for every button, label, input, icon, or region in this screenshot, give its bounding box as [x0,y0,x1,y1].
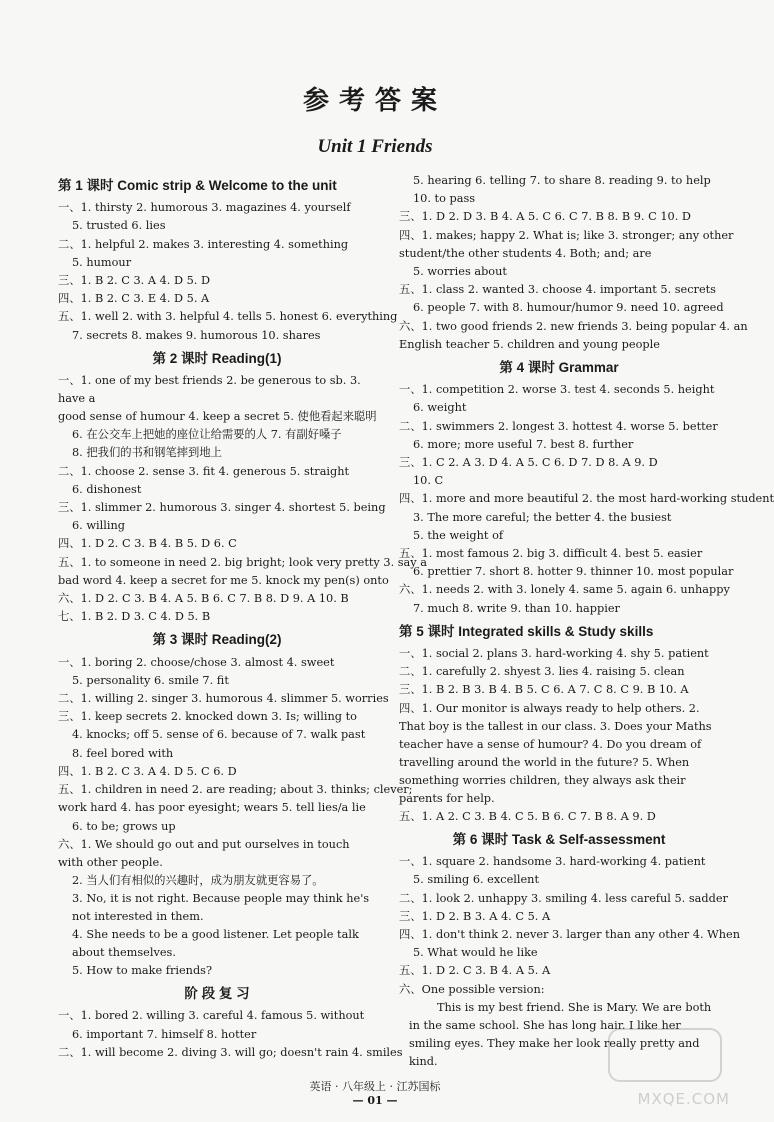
answer-line: 五、1. class 2. wanted 3. choose 4. important 5. secrets [399,283,716,297]
answer-line: 二、1. swimmers 2. longest 3. hottest 4. worse 5. better [399,419,718,433]
answer-line: 4. She needs to be a good listener. Let people talk about themselves. [72,927,359,959]
answer-line: 五、1. children in need 2. are reading; about 3. thinks; clever; [58,783,413,797]
answer-line: 5. How to make friends? [72,963,213,977]
answer-line: 6. 在公交车上把她的座位让给需要的人 7. 有副好嗓子 [72,428,342,442]
section-heading: 第 5 课时 Integrated skills & Study skills [399,623,654,639]
answer-line: 6. important 7. himself 8. hotter [72,1027,257,1041]
section-heading: 第 1 课时 Comic strip & Welcome to the unit [58,178,337,193]
answer-line: 三、1. B 2. B 3. B 4. B 5. C 6. A 7. C 8. C 9. B 10. A [399,683,689,697]
footer-subject: 英语 · 八年级上 · 江苏国标 [309,1080,441,1093]
answer-line: 5. smiling 6. excellent [413,873,539,887]
answer-line: 7. much 8. write 9. than 10. happier [413,601,620,615]
answer-line: 五、1. to someone in need 2. big bright; look very pretty 3. say a [58,555,427,569]
answer-line: 6. people 7. with 8. humour/humor 9. need 10. agreed [413,301,724,315]
answer-line: 6. weight [413,401,467,415]
answer-line: 8. 把我们的书和钢笔摔到地上 [72,446,222,460]
answer-line: 五、1. D 2. C 3. B 4. A 5. A [399,964,551,978]
watermark-icon [608,1028,722,1082]
answer-line: 四、1. B 2. C 3. E 4. D 5. A [58,292,210,306]
answer-line: 6. dishonest [72,482,142,496]
answer-line: 二、1. carefully 2. shyest 3. lies 4. raising 5. clean [399,665,685,679]
answer-line: 三、1. D 2. B 3. A 4. C 5. A [399,909,551,923]
section-heading: 第 3 课时 Reading(2) [152,632,282,648]
answer-line: 3. The more careful; the better 4. the busiest [413,510,672,524]
answer-line: 三、1. B 2. C 3. A 4. D 5. D [58,274,211,288]
answer-line: 六、One possible version: [399,982,545,996]
answer-line: 三、1. slimmer 2. humorous 3. singer 4. shortest 5. being [58,501,386,515]
section-heading: 第 4 课时 Grammar [499,360,619,376]
answer-line: 四、1. makes; happy 2. What is; like 3. stronger; any other [399,228,734,242]
answer-line: 五、1. A 2. C 3. B 4. C 5. B 6. C 7. B 8. A 9. D [399,809,656,823]
answer-line: 6. willing [72,519,125,533]
answer-line: 一、1. one of my best friends 2. be generous to sb. 3. have a [58,374,361,406]
answer-line: 4. knocks; off 5. sense of 6. because of 7. walk past [72,728,366,742]
answer-line: 四、1. don't think 2. never 3. larger than any other 4. When [399,927,740,941]
answer-line: 二、1. choose 2. sense 3. fit 4. generous 5. straight [58,464,350,478]
watermark-text: MXQE.COM [637,1090,730,1108]
answer-line: 一、1. competition 2. worse 3. test 4. seconds 5. height [399,383,715,397]
answer-line: 二、1. will become 2. diving 3. will go; doesn't rain 4. smiles [58,1045,403,1059]
answer-line: work hard 4. has poor eyesight; wears 5. tell lies/a lie [58,801,366,815]
answer-line: 5. What would he like [413,946,538,960]
section-heading: 第 2 课时 Reading(1) [152,350,282,366]
answer-line: 六、1. We should go out and put ourselves in touch with other people. [58,837,350,869]
answer-line: 四、1. D 2. C 3. B 4. B 5. D 6. C [58,537,237,551]
answer-line: 一、1. social 2. plans 3. hard-working 4. shy 5. patient [399,647,709,661]
unit-title: Unit 1 Friends [317,136,433,157]
answer-line: 3. No, it is not right. Because people may think he's not interested in them. [72,891,370,923]
section-heading: 阶 段 复 习 [184,986,250,1002]
answer-line: 一、1. thirsty 2. humorous 3. magazines 4. yourself [58,201,351,215]
answer-line: 5. the weight of [413,528,504,542]
answer-line: 二、1. willing 2. singer 3. humorous 4. slimmer 5. worries [58,692,389,706]
answer-line: 一、1. bored 2. willing 3. careful 4. famous 5. without [58,1009,365,1023]
left-column [58,172,427,1062]
answer-line: 5. worries about [413,265,507,279]
answer-line: 四、1. Our monitor is always ready to help others. 2. That boy is the tallest in our class. 3. Does your Maths teacher have a sense of humour? 4. Do you dream of travelling around the world in the future? 5. When something worries children, they always ask their parents for help. [399,701,712,805]
answer-line: 6. to be; grows up [72,819,176,833]
answer-line: 一、1. square 2. handsome 3. hard-working 4. patient [399,855,706,869]
answer-line: good sense of humour 4. keep a secret 5. 使他看起来聪明 [58,410,377,424]
answer-line: 二、1. look 2. unhappy 3. smiling 4. less careful 5. sadder [399,891,728,905]
answer-line: 六、1. needs 2. with 3. lonely 4. same 5. again 6. unhappy [399,583,730,597]
answer-line: English teacher 5. children and young people [399,337,660,351]
answer-line: 5. personality 6. smile 7. fit [72,673,229,687]
page-title: 参考答案 [302,86,447,116]
answer-line: 10. to pass [413,192,476,206]
answer-line: 10. C [413,474,444,488]
answer-line: student/the other students 4. Both; and; are [399,246,652,260]
answer-line: bad word 4. keep a secret for me 5. knock my pen(s) onto [58,573,389,587]
answer-line: 5. trusted 6. lies [72,219,166,233]
answer-line: 六、1. two good friends 2. new friends 3. being popular 4. an [399,319,748,333]
answer-line: 六、1. D 2. C 3. B 4. A 5. B 6. C 7. B 8. D 9. A 10. B [58,592,349,606]
answer-line: This is my best friend. She is Mary. We are both in the same school. She has long hair. I like her smiling eyes. They make her look really pretty and kind. [409,1000,712,1069]
answer-line: 6. prettier 7. short 8. hotter 9. thinner 10. most popular [413,565,734,579]
answer-line: 一、1. boring 2. choose/chose 3. almost 4. sweet [58,655,335,669]
answer-line: 五、1. well 2. with 3. helpful 4. tells 5. honest 6. everything [58,310,398,324]
answer-line: 七、1. B 2. D 3. C 4. D 5. B [58,610,211,624]
watermark-logo [580,1028,730,1108]
answer-line: 二、1. helpful 2. makes 3. interesting 4. something [58,237,349,251]
answer-line: 2. 当人们有相似的兴趣时，成为朋友就更容易了。 [72,873,324,887]
right-column [399,172,774,1072]
page-number: — 01 — [352,1094,398,1107]
answer-line: 6. more; more useful 7. best 8. further [413,437,634,451]
answer-line: 8. feel bored with [72,746,174,760]
answer-line: 三、1. C 2. A 3. D 4. A 5. C 6. D 7. D 8. A 9. D [399,456,658,470]
section-heading: 第 6 课时 Task & Self-assessment [452,831,666,847]
answer-line: 五、1. most famous 2. big 3. difficult 4. best 5. easier [399,547,703,561]
answer-line: 四、1. more and more beautiful 2. the most hard-working student [399,492,774,506]
answer-line: 三、1. keep secrets 2. knocked down 3. Is; willing to [58,710,357,724]
answer-line: 5. humour [72,255,132,269]
answer-line: 四、1. B 2. C 3. A 4. D 5. C 6. D [58,764,237,778]
answer-line: 三、1. D 2. D 3. B 4. A 5. C 6. C 7. B 8. B 9. C 10. D [399,210,691,224]
answer-line: 5. hearing 6. telling 7. to share 8. reading 9. to help [413,174,711,187]
answer-line: 7. secrets 8. makes 9. humorous 10. shares [72,328,321,342]
